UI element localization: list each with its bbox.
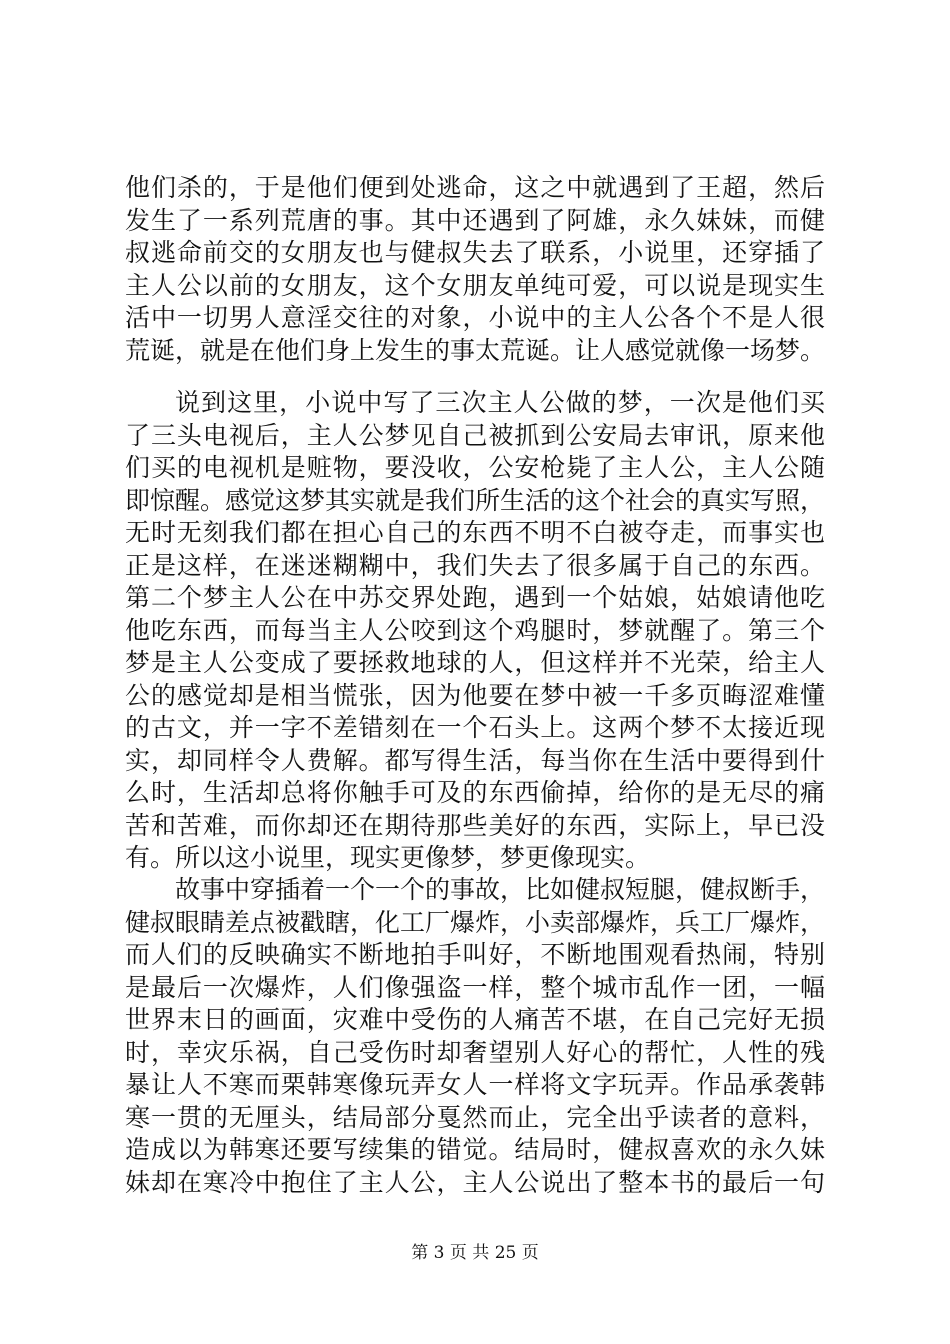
- text-line: 正是这样，在迷迷糊糊中，我们失去了很多属于自己的东西。: [125, 550, 825, 580]
- text-line: 有。: [125, 843, 176, 872]
- text-line: 的古文，并一字不差错刻在一个石头上。这两个梦不太接近现: [125, 713, 825, 742]
- text-line: 时，幸灾乐祸，自己受伤时却奢望别人好心的帮忙，人性的残: [125, 1037, 825, 1067]
- text-line: 是最后一次爆炸，人们像强盗一样，整个城市乱作一团，一幅: [125, 972, 825, 1002]
- text-line: 么时，生活却总将你触手可及的东西偷掉，给你的是无尽的痛: [125, 778, 825, 807]
- text-line: 主人公以前的女朋友，这个女朋友单纯可爱，可以说是现实生: [125, 270, 825, 300]
- text-line: 造成以为韩寒还要写续集的错觉。结局时，健叔喜欢的永久妹: [125, 1135, 825, 1164]
- text-line: 暴让人不寒而栗韩寒像玩弄女人一样将文字玩弄。作品承袭韩: [125, 1070, 825, 1099]
- text-line: 他吃东西，而每当主人公咬到这个鸡腿时，梦就醒了。第三个: [125, 615, 825, 645]
- text-line: 妹却在寒冷中抱住了主人公，主人公说出了整本书的最后一句: [125, 1167, 825, 1197]
- text-line: 荒诞，就是在他们身上发生的事太荒诞。让人感觉就像一场梦。: [125, 335, 826, 365]
- text-line: 所以这小说里，现实更像梦，梦更像现实。: [175, 843, 651, 872]
- text-line: 而人们的反映确实不断地拍手叫好，不断地围观看热闹，特别: [125, 940, 825, 969]
- paragraph-2: [125, 387, 825, 875]
- text-line: 们买的电视机是赃物，要没收，公安枪毙了主人公，主人公随: [125, 453, 825, 482]
- text-line: 说到这里，小说中写了三次主人公做的梦，一次是他们买: [175, 388, 825, 417]
- text-line: 寒一贯的无厘头，结局部分戛然而止，完全出乎读者的意料，: [125, 1102, 825, 1132]
- paragraph-4: [125, 874, 825, 1199]
- paragraph-3: [125, 842, 825, 875]
- text-line: 发生了一系列荒唐的事。其中还遇到了阿雄，永久妹妹，而健: [125, 205, 825, 235]
- text-line: 第二个梦主人公在中苏交界处跑，遇到一个姑娘，姑娘请他吃: [125, 583, 825, 612]
- text-line: 故事中穿插着一个一个的事故，比如健叔短腿，健叔断手，: [175, 875, 826, 904]
- text-line: 实，却同样令人费解。都写得生活，每当你在生活中要得到什: [125, 745, 825, 775]
- text-line: 公的感觉却是相当慌张，因为他要在梦中被一千多页晦涩难懂: [125, 680, 825, 710]
- text-line: 世界末日的画面，灾难中受伤的人痛苦不堪，在自己完好无损: [125, 1005, 825, 1034]
- text-line: 他们杀的，于是他们便到处逃命，这之中就遇到了王超，然后: [125, 173, 825, 202]
- paragraph-1: [125, 172, 825, 367]
- text-line: 梦是主人公变成了要拯救地球的人，但这样并不光荣，给主人: [125, 648, 825, 677]
- text-line: 苦和苦难，而你却还在期待那些美好的东西，实际上，早已没: [125, 810, 825, 840]
- text-line: 活中一切男人意淫交往的对象，小说中的主人公各个不是人很: [125, 303, 825, 332]
- text-line: 叔逃命前交的女朋友也与健叔失去了联系，小说里，还穿插了: [125, 238, 825, 267]
- text-line: 无时无刻我们都在担心自己的东西不明不白被夺走，而事实也: [125, 518, 825, 547]
- text-line: 即惊醒。感觉这梦其实就是我们所生活的这个社会的真实写照，: [125, 485, 826, 515]
- page-number-footer: 第 3 页 共 25 页: [411, 1243, 539, 1263]
- text-line: 了三头电视后，主人公梦见自己被抓到公安局去审讯，原来他: [125, 420, 825, 450]
- text-line: 健叔眼睛差点被戳瞎，化工厂爆炸，小卖部爆炸，兵工厂爆炸，: [125, 907, 826, 937]
